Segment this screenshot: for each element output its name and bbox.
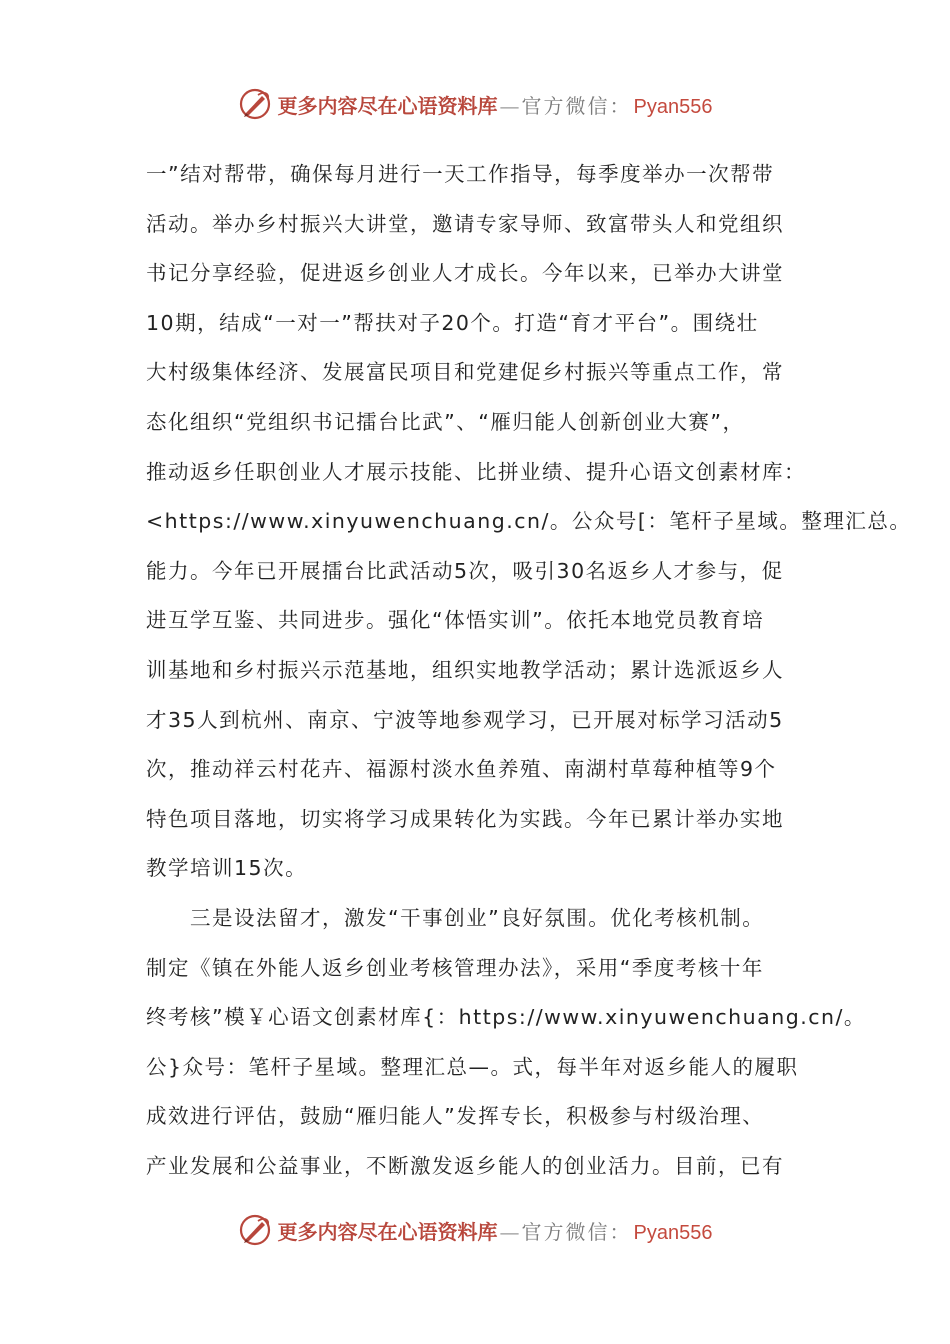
text-line: 公}众号：笔杆子星域。整理汇总—。式，每半年对返乡能人的履职: [146, 1054, 799, 1079]
quill-pen-logo-icon: [238, 1213, 272, 1247]
wechat-id: Pyan556: [633, 95, 713, 118]
banner-text: [278, 1216, 713, 1245]
text-line: 能力。今年已开展擂台比武活动5次，吸引30名返乡人才参与，促: [146, 558, 784, 583]
text-line: 活动。举办乡村振兴大讲堂，邀请专家导师、致富带头人和党组织: [146, 211, 784, 236]
quill-pen-logo-icon: [238, 87, 272, 121]
banner-title: 更多内容尽在心语资料库: [277, 1219, 498, 1244]
text-line: 一”结对帮带，确保每月进行一天工作指导，每季度举办一次帮带: [146, 162, 775, 186]
text-line: 才35人到杭州、南京、宁波等地参观学习，已开展对标学习活动5: [146, 707, 784, 732]
footer-banner: [0, 1210, 950, 1250]
text-line: 推动返乡任职创业人才展示技能、比拼业绩、提升心语文创素材库：: [146, 459, 806, 484]
text-line: 教学培训15次。: [146, 856, 308, 881]
text-line: 态化组织“党组织书记擂台比武”、“雁归能人创新创业大赛”，: [146, 409, 745, 434]
text-line: 产业发展和公益事业，不断激发返乡能人的创业活力。目前，已有: [146, 1153, 784, 1178]
text-line: 特色项目落地，切实将学习成果转化为实践。今年已累计举办实地: [146, 806, 784, 831]
text-line: 成效进行评估，鼓励“雁归能人”发挥专长，积极参与村级治理、: [146, 1104, 765, 1129]
text-line: 大村级集体经济、发展富民项目和党建促乡村振兴等重点工作，常: [146, 360, 784, 385]
wechat-label: 官方微信：: [521, 1219, 632, 1244]
text-line: <https://www.xinyuwenchuang.cn/。公众号[：笔杆子星域。整理汇总。: [146, 509, 912, 534]
text-line: 终考核”模￥心语文创素材库{：https://www.xinyuwenchuang.cn/。: [146, 1005, 866, 1030]
header-banner: [0, 84, 950, 124]
text-line: 进互学互鉴、共同进步。强化“体悟实训”。依托本地党员教育培: [146, 608, 765, 633]
wechat-label: 官方微信：: [521, 93, 632, 118]
wechat-id: Pyan556: [633, 1221, 713, 1244]
banner-dash: —: [499, 1219, 520, 1244]
text-line: 10期，结成“一对一”帮扶对子20个。打造“育才平台”。围绕壮: [146, 310, 759, 335]
paragraph-start-line: 三是设法留才，激发“干事创业”良好氛围。优化考核机制。: [190, 905, 765, 930]
document-body: [146, 150, 912, 1191]
text-line: 制定《镇在外能人返乡创业考核管理办法》，采用“季度考核十年: [146, 955, 764, 980]
text-line: 次，推动祥云村花卉、福源村淡水鱼养殖、南湖村草莓种植等9个: [146, 757, 777, 782]
text-line: 训基地和乡村振兴示范基地，组织实地教学活动；累计选派返乡人: [146, 657, 784, 682]
banner-title: 更多内容尽在心语资料库: [277, 93, 498, 118]
text-line: 书记分享经验，促进返乡创业人才成长。今年以来，已举办大讲堂: [146, 261, 784, 286]
banner-dash: —: [499, 93, 520, 118]
banner-text: [278, 90, 713, 119]
